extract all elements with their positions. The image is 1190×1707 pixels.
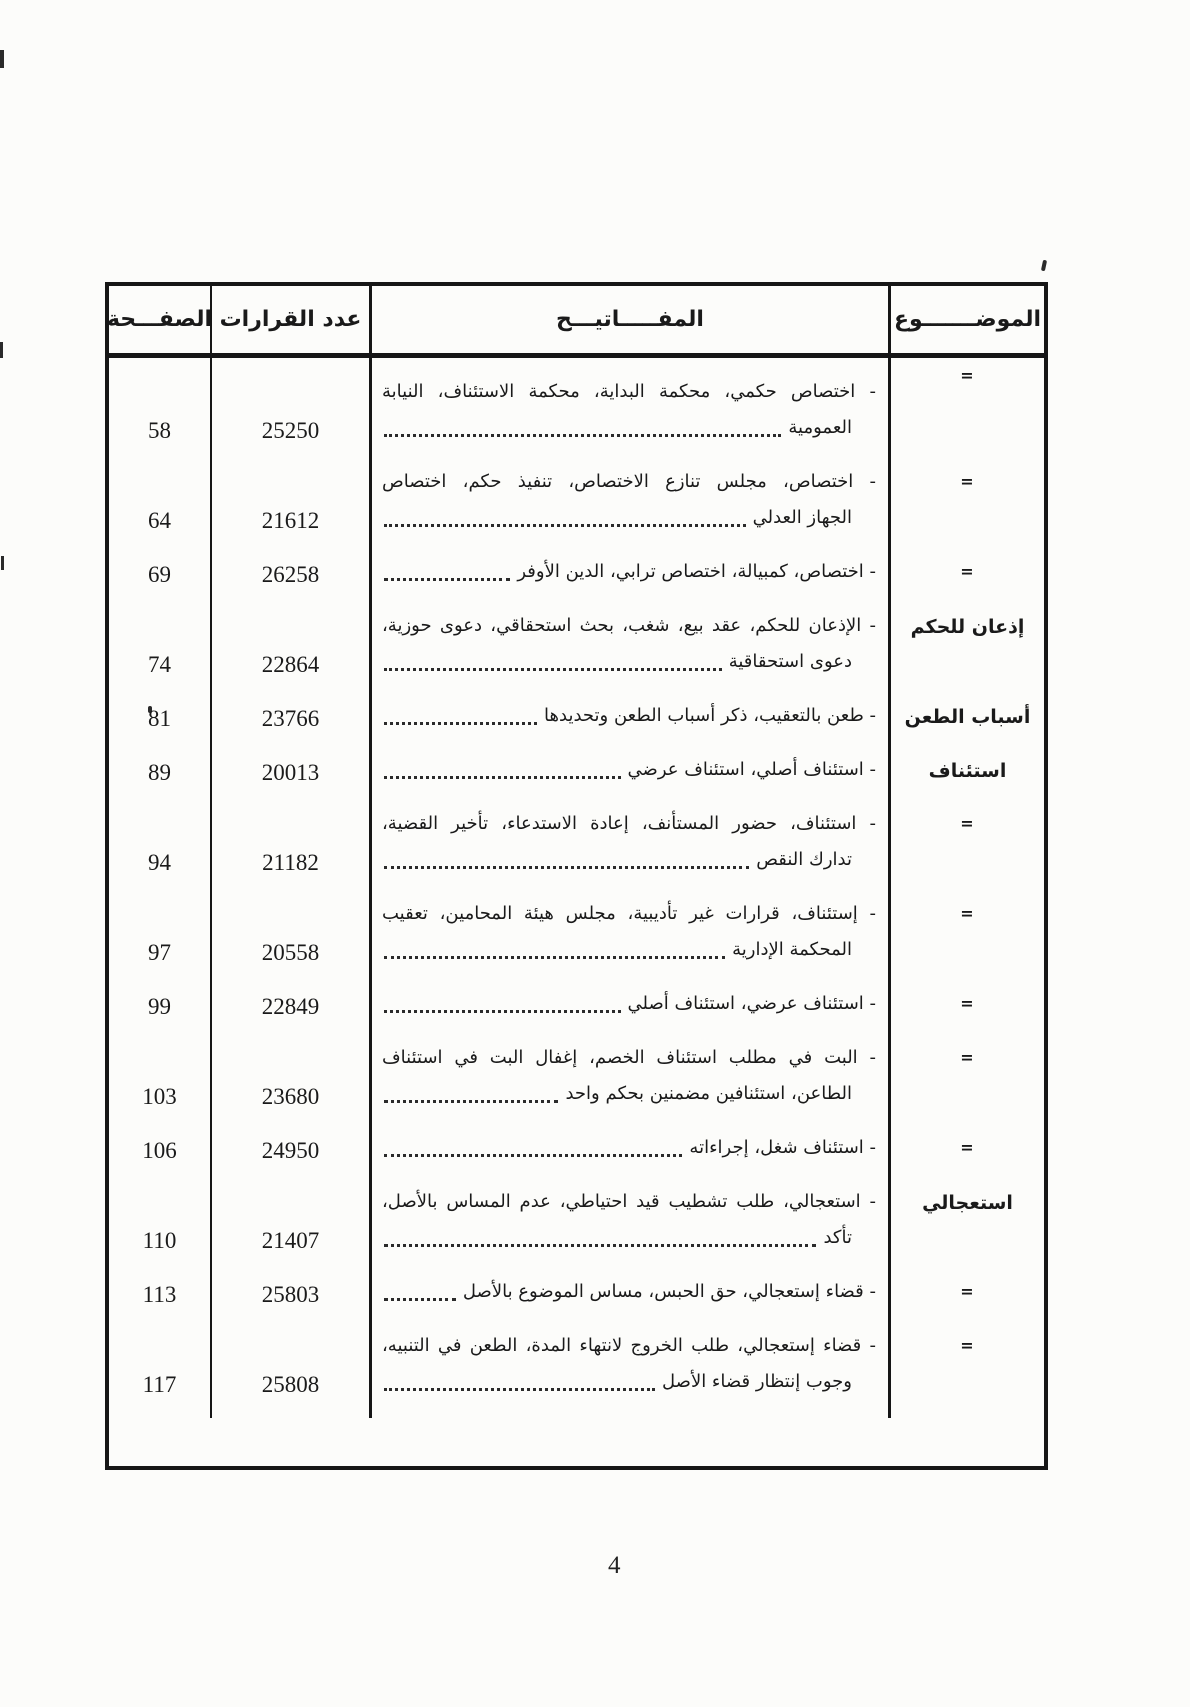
subject-cell xyxy=(888,896,1044,986)
keys-text: المحكمة الإدارية xyxy=(732,939,852,960)
subject-label: إذعان للحكم xyxy=(910,616,1025,638)
subject-cell xyxy=(888,554,1044,608)
dotted-leader xyxy=(384,956,725,959)
page-number: 99 xyxy=(148,994,171,1019)
decision-number-cell xyxy=(212,1328,372,1418)
subject-label: استئناف xyxy=(928,760,1007,782)
page-number-cell xyxy=(109,1184,212,1274)
ditto-mark: = xyxy=(960,814,975,833)
keys-last-line xyxy=(382,1130,876,1166)
keys-text: تأكد xyxy=(823,1227,852,1248)
header-page: الصفـــحة xyxy=(109,286,212,353)
page-number-cell xyxy=(109,1040,212,1130)
dotted-leader xyxy=(384,434,781,437)
keys-text: - اختصاص، كمبيالة، اختصاص ترابي، الدين الأوفر xyxy=(517,561,876,582)
page-number: 103 xyxy=(142,1084,177,1109)
page-number-cell xyxy=(109,752,212,806)
keys-last-line xyxy=(382,554,876,590)
ditto-mark: = xyxy=(960,1048,975,1067)
keys-last-line xyxy=(382,752,876,788)
keys-text: العمومية xyxy=(788,417,852,438)
keys-cell xyxy=(372,358,888,464)
decision-number-cell xyxy=(212,464,372,554)
page-number: 106 xyxy=(142,1138,177,1163)
dotted-leader xyxy=(384,578,510,581)
keys-cell xyxy=(372,1040,888,1130)
ditto-mark: = xyxy=(960,904,975,923)
subject-cell xyxy=(888,1328,1044,1418)
decision-number: 21407 xyxy=(261,1228,320,1253)
header-subject: الموضـــــــوع xyxy=(888,286,1044,353)
decision-number: 25250 xyxy=(261,418,320,443)
page-number: 97 xyxy=(148,940,171,965)
page-number-cell xyxy=(109,1130,212,1184)
keys-cell xyxy=(372,608,888,698)
keys-text: - قضاء إستعجالي، حق الحبس، مساس الموضوع بالأصل xyxy=(462,1281,876,1302)
decision-number: 23766 xyxy=(261,706,320,731)
dotted-leader xyxy=(384,1100,558,1103)
index-table xyxy=(105,282,1048,1470)
keys-last-line xyxy=(382,644,876,680)
keys-last-line xyxy=(382,500,876,536)
subject-cell xyxy=(888,752,1044,806)
subject-cell xyxy=(888,1274,1044,1328)
dotted-leader xyxy=(384,1298,456,1301)
keys-line-1: - البت في مطلب استئناف الخصم، إغفال البت في استئناف xyxy=(382,1047,876,1068)
decision-number: 23680 xyxy=(261,1084,320,1109)
keys-text: - استئناف أصلي، استئناف عرضي xyxy=(627,759,876,780)
keys-cell xyxy=(372,1130,888,1184)
page-number: 58 xyxy=(148,418,171,443)
keys-last-line xyxy=(382,698,876,734)
scan-speck xyxy=(0,342,3,358)
page-number-cell xyxy=(109,1328,212,1418)
keys-last-line xyxy=(382,842,876,878)
decision-number-cell xyxy=(212,986,372,1040)
page-number: 113 xyxy=(142,1282,177,1307)
decision-number: 22864 xyxy=(261,652,320,677)
page-number: 81 xyxy=(148,706,171,731)
dotted-leader xyxy=(384,776,621,779)
keys-text: دعوى استحقاقية xyxy=(728,651,852,672)
keys-line-1: - اختصاص، مجلس تنازع الاختصاص، تنفيذ حكم، اختصاص xyxy=(382,471,876,492)
decision-number-cell xyxy=(212,1184,372,1274)
subject-cell xyxy=(888,608,1044,698)
decision-number-cell xyxy=(212,358,372,464)
subject-cell xyxy=(888,698,1044,752)
keys-cell xyxy=(372,752,888,806)
keys-cell xyxy=(372,986,888,1040)
keys-last-line xyxy=(382,986,876,1022)
keys-text: - استئناف شغل، إجراءاته xyxy=(689,1137,876,1158)
decision-number: 21612 xyxy=(261,508,320,533)
keys-last-line xyxy=(382,1220,876,1256)
subject-cell xyxy=(888,1184,1044,1274)
decision-number-cell xyxy=(212,608,372,698)
ditto-mark: = xyxy=(960,366,975,385)
keys-text: - طعن بالتعقيب، ذكر أسباب الطعن وتحديدها xyxy=(544,705,876,726)
ditto-mark: = xyxy=(960,1336,975,1355)
page-number-cell xyxy=(109,358,212,464)
subject-cell xyxy=(888,464,1044,554)
page-number: 74 xyxy=(148,652,171,677)
scan-speck xyxy=(1,556,4,570)
keys-cell xyxy=(372,464,888,554)
keys-text: الجهاز العدلي xyxy=(752,507,852,528)
dotted-leader xyxy=(384,1388,655,1391)
keys-line-1: - قضاء إستعجالي، طلب الخروج لانتهاء المدة، الطعن في التنبيه، xyxy=(382,1335,876,1356)
dotted-leader xyxy=(384,722,537,725)
keys-last-line xyxy=(382,410,876,446)
subject-cell xyxy=(888,1040,1044,1130)
keys-last-line xyxy=(382,932,876,968)
decision-number: 22849 xyxy=(261,994,320,1019)
keys-text: الطاعن، استئنافين مضمنين بحكم واحد xyxy=(565,1083,852,1104)
keys-line-1: - استعجالي، طلب تشطيب قيد احتياطي، عدم المساس بالأصل، xyxy=(382,1191,876,1212)
ditto-mark: = xyxy=(960,1138,975,1157)
keys-last-line xyxy=(382,1274,876,1310)
page-number-cell xyxy=(109,806,212,896)
decision-number: 25808 xyxy=(261,1372,320,1397)
dotted-leader xyxy=(384,1010,621,1013)
decision-number-cell xyxy=(212,752,372,806)
ditto-mark: = xyxy=(960,562,975,581)
footer-page-number: 4 xyxy=(608,1552,621,1579)
decision-number: 20013 xyxy=(261,760,320,785)
page-number-cell xyxy=(109,986,212,1040)
scan-speck xyxy=(0,50,4,68)
decision-number: 26258 xyxy=(261,562,320,587)
table-header-row xyxy=(106,286,1044,358)
page-number-cell xyxy=(109,464,212,554)
keys-cell xyxy=(372,1274,888,1328)
dotted-leader xyxy=(384,1154,682,1157)
subject-cell xyxy=(888,1130,1044,1184)
keys-cell xyxy=(372,554,888,608)
keys-cell xyxy=(372,896,888,986)
keys-text: - استئناف عرضي، استئناف أصلي xyxy=(627,993,876,1014)
decision-number-cell xyxy=(212,1130,372,1184)
keys-last-line xyxy=(382,1364,876,1400)
decision-number: 24950 xyxy=(261,1138,320,1163)
dotted-leader xyxy=(384,524,746,527)
decision-number-cell xyxy=(212,698,372,752)
header-keys: المفـــــاتيـــح xyxy=(556,307,704,332)
keys-cell xyxy=(372,1184,888,1274)
keys-line-1: - اختصاص حكمي، محكمة البداية، محكمة الاستئناف، النيابة xyxy=(382,381,876,402)
decision-number-cell xyxy=(212,896,372,986)
table-body xyxy=(109,358,1044,1461)
page-number: 64 xyxy=(148,508,171,533)
subject-cell xyxy=(888,986,1044,1040)
page-number: 69 xyxy=(148,562,171,587)
decision-number-cell xyxy=(212,1040,372,1130)
keys-line-1: - الإذعان للحكم، عقد بيع، شغب، بحث استحقاقي، دعوى حوزية، xyxy=(382,615,876,636)
keys-cell xyxy=(372,806,888,896)
keys-cell xyxy=(372,698,888,752)
decision-number: 25803 xyxy=(261,1282,320,1307)
keys-text: وجوب إنتظار قضاء الأصل xyxy=(662,1371,852,1392)
keys-text: تدارك النقص xyxy=(756,849,852,870)
keys-line-1: - استئناف، حضور المستأنف، إعادة الاستدعاء، تأخير القضية، xyxy=(382,813,876,834)
page-number: 110 xyxy=(142,1228,177,1253)
page-number-cell xyxy=(109,608,212,698)
decision-number: 20558 xyxy=(261,940,320,965)
page-number-cell xyxy=(109,1274,212,1328)
subject-label: أسباب الطعن xyxy=(904,706,1031,728)
ditto-mark: = xyxy=(960,994,975,1013)
page-number: 89 xyxy=(148,760,171,785)
ditto-mark: = xyxy=(960,472,975,491)
subject-cell xyxy=(888,358,1044,464)
keys-cell xyxy=(372,1328,888,1418)
decision-number-cell xyxy=(212,1274,372,1328)
decision-number-cell xyxy=(212,806,372,896)
page-number-cell xyxy=(109,896,212,986)
ditto-mark: = xyxy=(960,1282,975,1301)
subject-cell xyxy=(888,806,1044,896)
dotted-leader xyxy=(384,668,722,671)
decision-number-cell xyxy=(212,554,372,608)
keys-last-line xyxy=(382,1076,876,1112)
page-number-cell xyxy=(109,698,212,752)
scan-speck xyxy=(1041,260,1047,272)
decision-number: 21182 xyxy=(262,850,319,875)
subject-label: استعجالي xyxy=(922,1192,1013,1214)
keys-line-1: - إستئناف، قرارات غير تأديبية، مجلس هيئة المحامين، تعقيب xyxy=(382,903,876,924)
header-decisions-count: عدد القرارات xyxy=(212,286,372,353)
page-number: 94 xyxy=(148,850,171,875)
dotted-leader xyxy=(384,1244,816,1247)
dotted-leader xyxy=(384,866,749,869)
page-number: 117 xyxy=(142,1372,177,1397)
page-number-cell xyxy=(109,554,212,608)
